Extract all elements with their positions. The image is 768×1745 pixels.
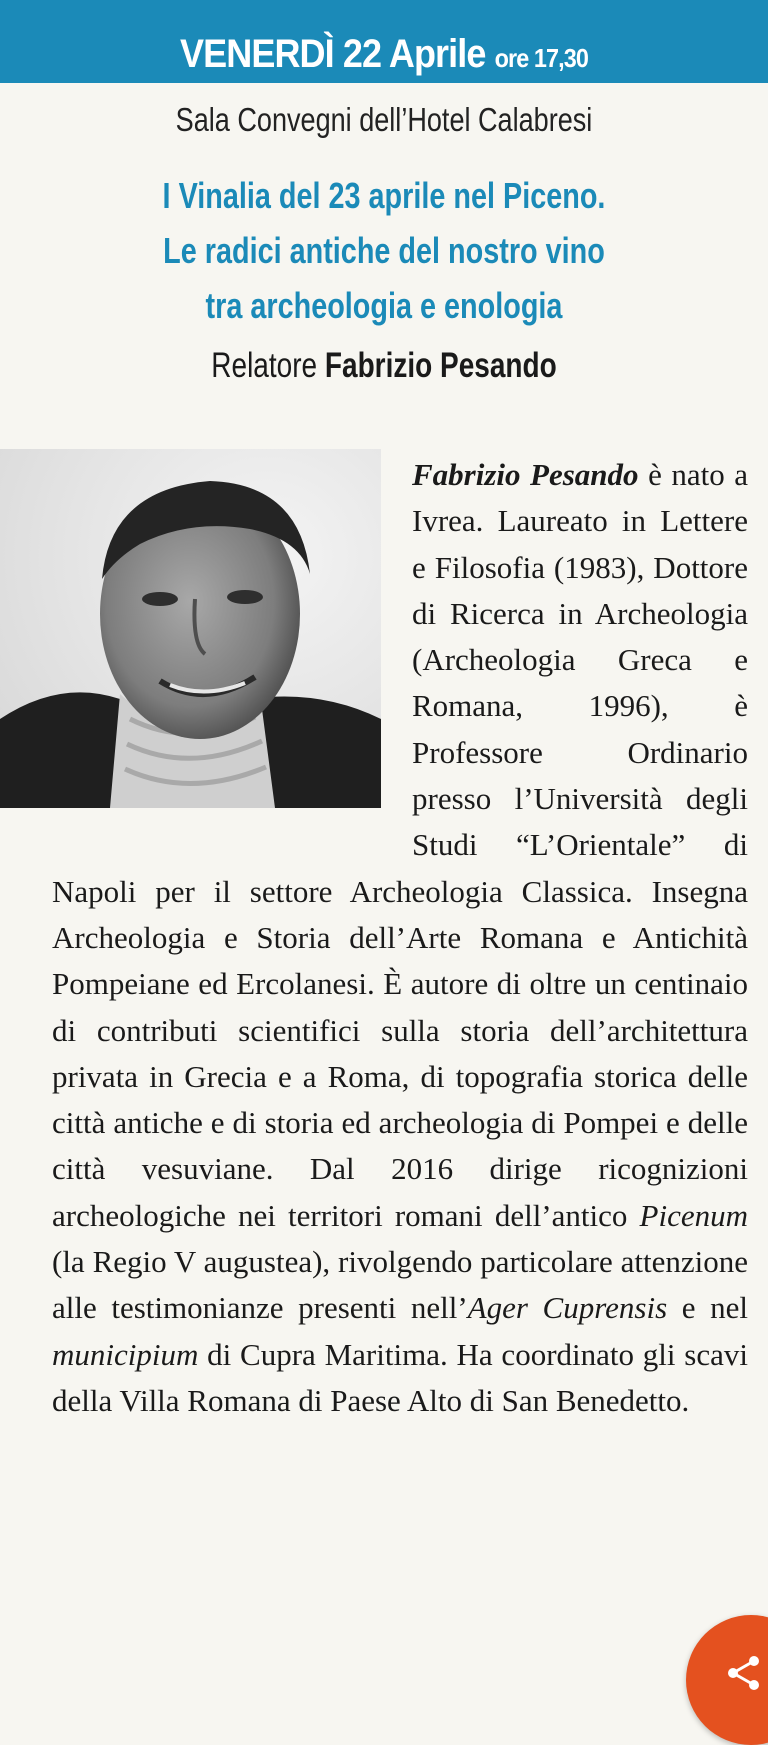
speaker-line [77,342,691,390]
bio-italic-term: municipium [52,1336,199,1372]
speaker-bio [52,452,748,1424]
bio-text: è nato a Ivrea. Laureato in Lettere e Filosofia (1983), Dottore di Ricerca in Archeologia (Archeologia Greca e Romana, 1996), è Professore Ordinario presso l’Università degli Studi “L’Orientale” di Napoli per il settore Archeologia Classica. Insegna Archeologia e Storia dell’Arte Romana e Antichità Pompeiane ed Ercolanesi. È autore di oltre un centinaio di contributi scientifici sulla storia dell’architettura privata in Grecia e a Roma, di topografia storica delle città antiche e di storia ed archeologia di Pompei e delle città vesuviane. Dal 2016 dirige ricognizioni archeologiche nei territori romani dell’antico [52,457,749,1233]
bio-text: e nel [667,1290,748,1326]
photo-wrap-space [52,452,412,854]
talk-title-line: I Vinalia del 23 aprile nel Piceno. [162,175,606,216]
event-venue: Sala Convegni dell’Hotel Calabresi [175,101,593,138]
speaker-prefix: Relatore [211,346,318,385]
event-date [38,24,729,88]
talk-title-line: tra archeologia e enologia [205,285,563,326]
bio-text: di Cupra Maritima. Ha coordinato gli scavi della Villa Romana di Paese Alto di San Benedetto. [52,1336,748,1418]
talk-title-line: Le radici antiche del nostro vino [163,230,605,271]
talk-title [77,168,691,333]
event-day-date: VENERDÌ 22 Aprile [180,32,486,76]
bio-text: (la Regio V augustea), rivolgendo particolare attenzione alle testimonianze presenti nell’ [52,1244,748,1326]
event-time: ore 17,30 [494,43,588,73]
share-button[interactable] [686,1615,768,1745]
share-icon [726,1655,762,1691]
speaker-name: Fabrizio Pesando [324,346,557,385]
bio-italic-term: Picenum [639,1197,748,1233]
bio-name: Fabrizio Pesando [412,457,639,492]
bio-italic-term: Ager Cuprensis [467,1290,668,1326]
